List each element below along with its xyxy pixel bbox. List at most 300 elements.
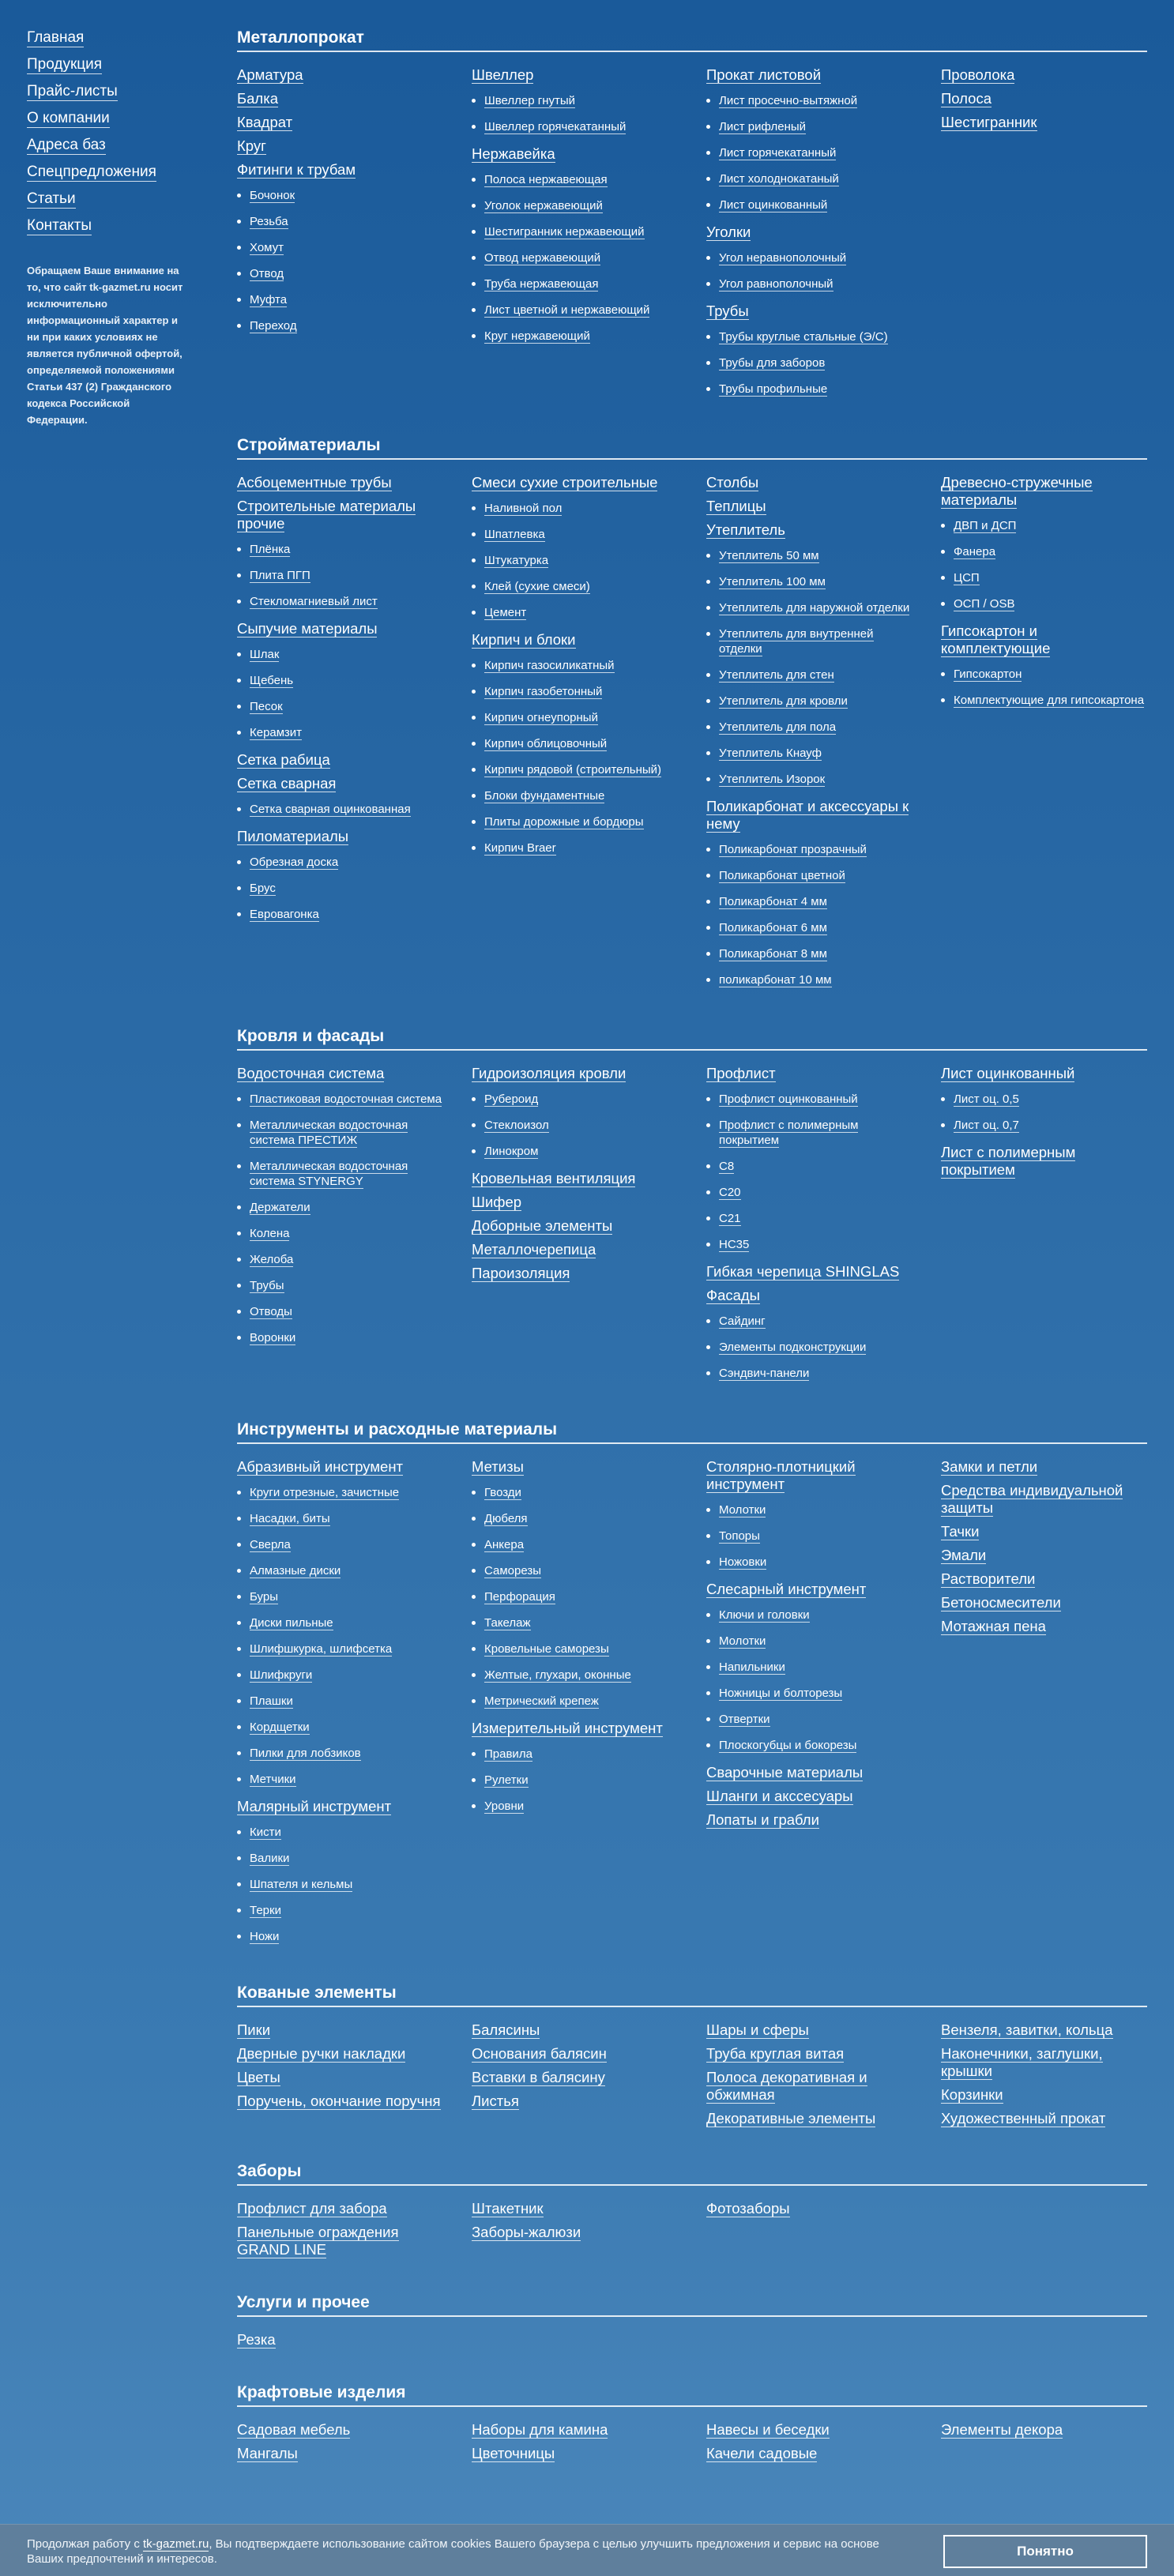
subcategory-item[interactable] [706,119,912,134]
subcategory-label: Утеплитель для внутренней отделки [719,627,874,656]
subcategory-item[interactable] [706,1502,912,1517]
subcategory-item[interactable] [706,548,912,563]
catalog-column [706,60,912,408]
category-link[interactable] [237,1458,443,1476]
subcategory-item[interactable] [706,171,912,186]
sidebar-nav-item[interactable] [27,28,185,47]
category-link[interactable] [237,137,443,155]
subcategory-item[interactable] [706,1340,912,1355]
category-link[interactable] [237,828,443,845]
section-title: Инструменты и расходные материалы [237,1420,1147,1444]
category-link[interactable] [472,1241,678,1258]
subcategory-label: Трубы круглые стальные (Э/С) [719,330,888,344]
subcategory-label: Пилки для лобзиков [250,1747,361,1760]
subcategory-item[interactable] [472,329,678,344]
catalog-column [706,1059,912,1392]
category-link[interactable] [472,2224,678,2241]
subcategory-item[interactable] [706,382,912,397]
catalog-section [237,2162,1147,2265]
subcategory-label: Трубы профильные [719,382,828,396]
subcategory-item[interactable] [472,1615,678,1630]
category-link[interactable] [941,1523,1147,1540]
subcategory-item[interactable] [941,1092,1147,1107]
subcategory-item[interactable] [472,198,678,213]
category-link[interactable] [941,114,1147,131]
category-link[interactable] [941,1065,1147,1082]
subcategory-item[interactable] [706,1686,912,1701]
category-link[interactable] [941,474,1147,509]
sidebar-nav [27,28,185,235]
category-link[interactable] [706,303,912,320]
category-label: Пиломатериалы [237,828,349,844]
subcategory-item[interactable] [237,1851,443,1866]
sidebar-nav-label: Адреса баз [27,137,106,153]
subcategory-item[interactable] [706,1211,912,1226]
category-link[interactable] [706,2045,912,2063]
subcategory-item[interactable] [237,1746,443,1761]
subcategory-item[interactable] [237,1511,443,1526]
section-title: Услуги и прочее [237,2293,1147,2317]
subcategory-item[interactable] [472,1799,678,1814]
category-link[interactable] [237,1065,443,1082]
subcategory-item[interactable] [237,568,443,583]
category-link[interactable] [706,474,912,491]
subcategory-item[interactable] [237,725,443,740]
category-link[interactable] [472,1170,678,1187]
subcategory-label: Стекломагниевый лист [250,595,378,608]
subcategory-item[interactable] [237,1200,443,1215]
subcategory-label: ДВП и ДСП [954,519,1017,532]
category-link[interactable] [941,622,1147,657]
subcategory-label: Молотки [719,1503,766,1517]
category-link[interactable] [706,1811,912,1829]
subcategory-item[interactable] [706,842,912,857]
category-link[interactable] [472,2200,678,2217]
subcategory-item[interactable] [706,1608,912,1623]
category-link[interactable] [237,90,443,107]
subcategory-item[interactable] [941,570,1147,585]
subcategory-item[interactable] [237,1330,443,1345]
subcategory-item[interactable] [237,1615,443,1630]
subcategory-item[interactable] [472,1485,678,1500]
subcategory-label: Металлическая водосточная система STYNERGY [250,1160,408,1188]
category-link[interactable] [472,1065,678,1082]
category-link[interactable] [706,2445,912,2462]
subcategory-item[interactable] [237,1092,443,1107]
subcategory-item[interactable] [706,720,912,735]
subcategory-item[interactable] [706,600,912,615]
subcategory-item[interactable] [472,1537,678,1552]
subcategory-label: Стеклоизол [484,1119,549,1132]
category-link[interactable] [706,498,912,515]
subcategory-item[interactable] [237,1278,443,1293]
subcategory-label: Лист оц. 0,5 [954,1092,1019,1106]
subcategory-label: Швеллер горячекатанный [484,120,627,134]
subcategory-item[interactable] [237,907,443,922]
subcategory-label: Круги отрезные, зачистные [250,1486,400,1499]
subcategory-item[interactable] [706,1738,912,1753]
subcategory-item[interactable] [237,1563,443,1578]
subcategory-label: Рубероид [484,1092,539,1106]
subcategory-item[interactable] [237,647,443,662]
subcategory-item[interactable] [472,814,678,829]
subcategory-item[interactable] [941,518,1147,533]
category-link[interactable] [472,2045,678,2063]
subcategory-item[interactable] [237,318,443,333]
subcategory-item[interactable] [472,1773,678,1788]
category-label: Труба круглая витая [706,2045,845,2062]
subcategory-item[interactable] [237,1589,443,1604]
subcategory-item[interactable] [706,197,912,212]
category-link[interactable] [706,1065,912,1082]
subcategory-label: Плёнка [250,543,291,556]
subcategory-item[interactable] [706,1237,912,1252]
subcategory-item[interactable] [237,881,443,896]
subcategory-item[interactable] [706,746,912,761]
subcategory-item[interactable] [706,1159,912,1174]
subcategory-item[interactable] [472,1668,678,1683]
sidebar-nav-item[interactable] [27,163,185,182]
subcategory-item[interactable] [237,699,443,714]
catalog-column [941,2415,1147,2469]
category-label: Трубы [706,303,749,319]
category-link[interactable] [706,2421,912,2439]
subcategory-item[interactable] [706,329,912,344]
category-link[interactable] [237,2445,443,2462]
catalog-column [706,1452,912,1955]
subcategory-label: Шлак [250,648,280,661]
subcategory-label: Лист рифленый [719,120,807,134]
category-link[interactable] [941,1458,1147,1476]
subcategory-item[interactable] [472,605,678,620]
category-link[interactable] [237,161,443,179]
subcategory-item[interactable] [472,1144,678,1159]
category-link[interactable] [237,474,443,491]
subcategory-item[interactable] [237,673,443,688]
subcategory-item[interactable] [941,693,1147,708]
subcategory-item[interactable] [472,579,678,594]
subcategory-item[interactable] [472,1641,678,1657]
category-link[interactable] [706,2069,912,2104]
subcategory-item[interactable] [237,594,443,609]
category-link[interactable] [706,2021,912,2039]
category-link[interactable] [472,1458,678,1476]
category-link[interactable] [237,66,443,84]
category-link[interactable] [706,66,912,84]
subcategory-item[interactable] [472,736,678,751]
subcategory-item[interactable] [472,119,678,134]
subcategory-label: Кирпич огнеупорный [484,711,598,724]
sidebar-nav-label: Статьи [27,190,76,207]
subcategory-item[interactable] [472,172,678,187]
category-link[interactable] [472,2069,678,2086]
category-link[interactable] [237,620,443,637]
subcategory-list [472,172,678,344]
subcategory-item[interactable] [472,501,678,516]
category-link[interactable] [237,2093,443,2110]
subcategory-label: Утеплитель для пола [719,720,837,734]
subcategory-label: Кисти [250,1826,281,1839]
subcategory-label: Анкера [484,1538,525,1551]
category-link[interactable] [706,1458,912,1493]
subcategory-item[interactable] [706,772,912,787]
subcategory-item[interactable] [472,710,678,725]
category-link[interactable] [941,1482,1147,1517]
subcategory-item[interactable] [706,1660,912,1675]
category-label: Навесы и беседки [706,2421,830,2438]
category-link[interactable] [472,1720,678,1737]
subcategory-item[interactable] [941,667,1147,682]
subcategory-item[interactable] [237,542,443,557]
subcategory-item[interactable] [706,250,912,265]
subcategory-label: Утеплитель Изорок [719,773,826,786]
subcategory-item[interactable] [237,1694,443,1709]
category-link[interactable] [472,66,678,84]
category-link[interactable] [706,1263,912,1280]
subcategory-item[interactable] [472,1092,678,1107]
subcategory-item[interactable] [237,1641,443,1657]
subcategory-item[interactable] [706,145,912,160]
sidebar-nav-label: Спецпредложения [27,164,156,180]
subcategory-item[interactable] [706,1185,912,1200]
subcategory-label: Брус [250,882,276,895]
category-link[interactable] [941,1618,1147,1635]
subcategory-item[interactable] [237,1877,443,1892]
category-link[interactable] [706,798,912,833]
subcategory-list [941,667,1147,708]
category-link[interactable] [706,521,912,539]
sidebar-nav-item[interactable] [27,190,185,209]
category-link[interactable] [472,2445,678,2462]
subcategory-item[interactable] [706,1555,912,1570]
subcategory-item[interactable] [237,1252,443,1267]
subcategory-label: Лист цветной и нержавеющий [484,303,650,317]
category-link[interactable] [237,498,443,532]
subcategory-item[interactable] [706,574,912,589]
subcategory-item[interactable] [706,93,912,108]
subcategory-item[interactable] [472,684,678,699]
subcategory-label: Воронки [250,1331,296,1344]
category-link[interactable] [472,1194,678,1211]
category-link[interactable] [237,2421,443,2439]
subcategory-label: Переход [250,319,297,333]
subcategory-item[interactable] [472,224,678,239]
subcategory-item[interactable] [237,1485,443,1500]
subcategory-item[interactable] [472,840,678,856]
subcategory-item[interactable] [706,1314,912,1329]
category-link[interactable] [941,1547,1147,1564]
category-link[interactable] [237,114,443,131]
subcategory-item[interactable] [706,355,912,370]
category-label: Эмали [941,1547,987,1563]
subcategory-item[interactable] [706,894,912,909]
subcategory-item[interactable] [706,1529,912,1544]
section-grid [237,468,1147,998]
subcategory-label: Шлифкруги [250,1668,313,1682]
subcategory-item[interactable] [237,1825,443,1840]
sidebar-nav-item[interactable] [27,216,185,235]
category-link[interactable] [237,2224,443,2258]
category-label: Цветочницы [472,2445,555,2461]
subcategory-item[interactable] [237,1118,443,1148]
category-link[interactable] [237,775,443,792]
subcategory-item[interactable] [472,1563,678,1578]
subcategory-item[interactable] [237,1304,443,1319]
subcategory-item[interactable] [706,1712,912,1727]
category-link[interactable] [941,66,1147,84]
subcategory-item[interactable] [237,1772,443,1787]
subcategory-label: Утеплитель для кровли [719,694,848,708]
category-link[interactable] [941,1144,1147,1179]
subcategory-item[interactable] [706,868,912,883]
subcategory-label: Лист просечно-вытяжной [719,94,858,107]
sidebar-nav-item[interactable] [27,82,185,101]
category-link[interactable] [472,2021,678,2039]
subcategory-item[interactable] [472,788,678,803]
category-link[interactable] [237,2021,443,2039]
category-link[interactable] [941,1594,1147,1611]
subcategory-item[interactable] [706,694,912,709]
subcategory-label: Пластиковая водосточная система [250,1092,442,1106]
subcategory-item[interactable] [472,1118,678,1133]
subcategory-item[interactable] [472,303,678,318]
subcategory-item[interactable] [237,188,443,203]
category-label: Наконечники, заглушки, крышки [941,2045,1103,2079]
subcategory-item[interactable] [472,276,678,291]
category-link[interactable] [941,2421,1147,2439]
sidebar-nav-item[interactable] [27,109,185,128]
subcategory-list [472,93,678,134]
category-link[interactable] [706,2110,912,2127]
subcategory-item[interactable] [941,1118,1147,1133]
subcategory-item[interactable] [472,93,678,108]
subcategory-label: Комплектующие для гипсокартона [954,694,1145,707]
subcategory-item[interactable] [237,1668,443,1683]
category-link[interactable] [237,2331,443,2348]
subcategory-item[interactable] [237,1720,443,1735]
subcategory-label: Валики [250,1852,290,1865]
subcategory-item[interactable] [237,1226,443,1241]
subcategory-label: Плоскогубцы и бокорезы [719,1739,857,1752]
subcategory-item[interactable] [706,668,912,683]
category-label: Панельные ограждения GRAND LINE [237,2224,399,2258]
subcategory-item[interactable] [472,553,678,568]
subcategory-label: Метчики [250,1773,296,1786]
category-link[interactable] [472,1217,678,1235]
subcategory-item[interactable] [472,658,678,673]
subcategory-item[interactable] [941,596,1147,611]
category-link[interactable] [941,1570,1147,1588]
subcategory-item[interactable] [472,1589,678,1604]
category-link[interactable] [941,2021,1147,2039]
subcategory-item[interactable] [237,1929,443,1944]
category-link[interactable] [472,145,678,163]
category-link[interactable] [941,2045,1147,2080]
category-label: Поликарбонат и аксессуары к нему [706,798,909,832]
category-link[interactable] [706,2200,912,2217]
category-label: Гипсокартон и комплектующие [941,622,1051,656]
subcategory-item[interactable] [706,276,912,291]
category-link[interactable] [706,1581,912,1598]
subcategory-item[interactable] [237,855,443,870]
category-link[interactable] [941,2086,1147,2104]
category-link[interactable] [706,224,912,241]
subcategory-item[interactable] [237,1537,443,1552]
category-link[interactable] [472,631,678,649]
category-link[interactable] [706,1287,912,1304]
catalog-column [472,468,678,998]
subcategory-item[interactable] [237,1159,443,1189]
subcategory-label: Угол неравнополочный [719,251,847,265]
category-label: Полоса [941,90,992,107]
subcategory-label: Кирпич газосиликатный [484,659,615,672]
category-link[interactable] [237,751,443,769]
category-link[interactable] [706,1788,912,1805]
subcategory-item[interactable] [237,214,443,229]
cookie-site-link[interactable]: tk-gazmet.ru [142,2537,209,2551]
subcategory-item[interactable] [706,1634,912,1649]
subcategory-item[interactable] [472,1694,678,1709]
subcategory-item[interactable] [706,972,912,987]
subcategory-item[interactable] [706,1366,912,1381]
subcategory-item[interactable] [706,626,912,656]
subcategory-item[interactable] [472,1511,678,1526]
subcategory-item[interactable] [237,266,443,281]
category-link[interactable] [472,2421,678,2439]
category-link[interactable] [237,2200,443,2217]
category-link[interactable] [237,2069,443,2086]
category-link[interactable] [472,2093,678,2110]
subcategory-item[interactable] [706,1118,912,1148]
subcategory-list [706,1608,912,1753]
subcategory-label: Элементы подконструкции [719,1341,867,1354]
subcategory-item[interactable] [472,1747,678,1762]
subcategory-item[interactable] [472,250,678,265]
subcategory-item[interactable] [237,1903,443,1918]
subcategory-item[interactable] [706,946,912,961]
category-link[interactable] [472,474,678,491]
subcategory-label: ЦСП [954,571,980,585]
sidebar-nav-item[interactable] [27,55,185,74]
subcategory-list [237,802,443,817]
subcategory-item[interactable] [237,802,443,817]
subcategory-label: Плита ПГП [250,569,310,582]
cookie-accept-button[interactable]: Понятно [943,2535,1147,2568]
subcategory-label: Отводы [250,1305,292,1318]
subcategory-list [237,188,443,333]
category-link[interactable] [941,2110,1147,2127]
subcategory-item[interactable] [237,240,443,255]
category-link[interactable] [237,1798,443,1815]
subcategory-label: Метрический крепеж [484,1694,599,1708]
category-link[interactable] [941,90,1147,107]
sidebar-nav-item[interactable] [27,136,185,155]
category-label: Средства индивидуальной защиты [941,1482,1123,1516]
subcategory-item[interactable] [706,1092,912,1107]
category-link[interactable] [472,1265,678,1282]
subcategory-label: Отвод [250,267,284,280]
subcategory-label: Поликарбонат прозрачный [719,843,867,856]
subcategory-item[interactable] [941,544,1147,559]
subcategory-item[interactable] [472,527,678,542]
subcategory-label: Плашки [250,1694,293,1708]
category-link[interactable] [237,2045,443,2063]
category-link[interactable] [706,1764,912,1781]
subcategory-item[interactable] [237,292,443,307]
subcategory-item[interactable] [706,920,912,935]
subcategory-item[interactable] [472,762,678,777]
subcategory-label: Трубы [250,1279,284,1292]
